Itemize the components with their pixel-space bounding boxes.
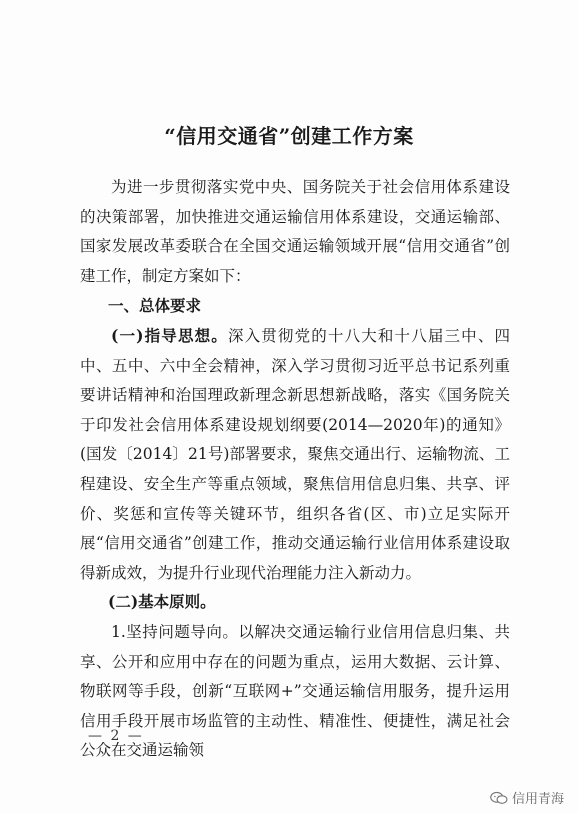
guiding-ideology-body: 深入贯彻党的十八大和十八届三中、四中、五中、六中全会精神，深入学习贯彻习近平总书记系列重要讲话精神和治国理政新理念新思想新战略，落实《国务院关于印发社会信用体系建设规划纲要(2014—2020年)的通知》(国发〔2014〕21号)部署要求，聚焦交通出行、运输物流、工程建设、安全生产等重点领域，聚焦信用信息归集、共享、评价、奖惩和宣传等关键环节，组织各省(区、市)立足实际开展“信用交通省”创建工作，推动交通运输行业信用体系建设取得新成效，为提升行业现代治理能力注入新动力。 (80, 327, 510, 582)
page-number: — 2 — (88, 728, 144, 744)
watermark-text: 信用青海 (511, 792, 564, 807)
wechat-icon (490, 791, 508, 805)
guiding-ideology-paragraph (80, 321, 510, 588)
document-title: “信用交通省”创建工作方案 (164, 124, 414, 148)
section-heading-general-requirements: 一、总体要求 (108, 296, 202, 315)
principle-1-paragraph: 1.坚持问题导向。以解决交通运输行业信用信息归集、共享、公开和应用中存在的问题为重点，运用大数据、云计算、物联网等手段，创新“互联网+”交通运输信用服务，提升运用信用手段开展市场监管的主动性、精准性、便捷性，满足社会公众在交通运输领 (80, 623, 510, 760)
guiding-ideology-lead: (一)指导思想。 (111, 326, 228, 345)
intro-paragraph: 为进一步贯彻落实党中央、国务院关于社会信用体系建设的决策部署，加快推进交通运输信用体系建设，交通运输部、国家发展改革委联合在全国交通运输领域开展“信用交通省”创建工作，制定方案如下： (80, 178, 510, 285)
watermark (490, 788, 564, 807)
section-heading-basic-principles: (二)基本原则。 (108, 592, 216, 611)
